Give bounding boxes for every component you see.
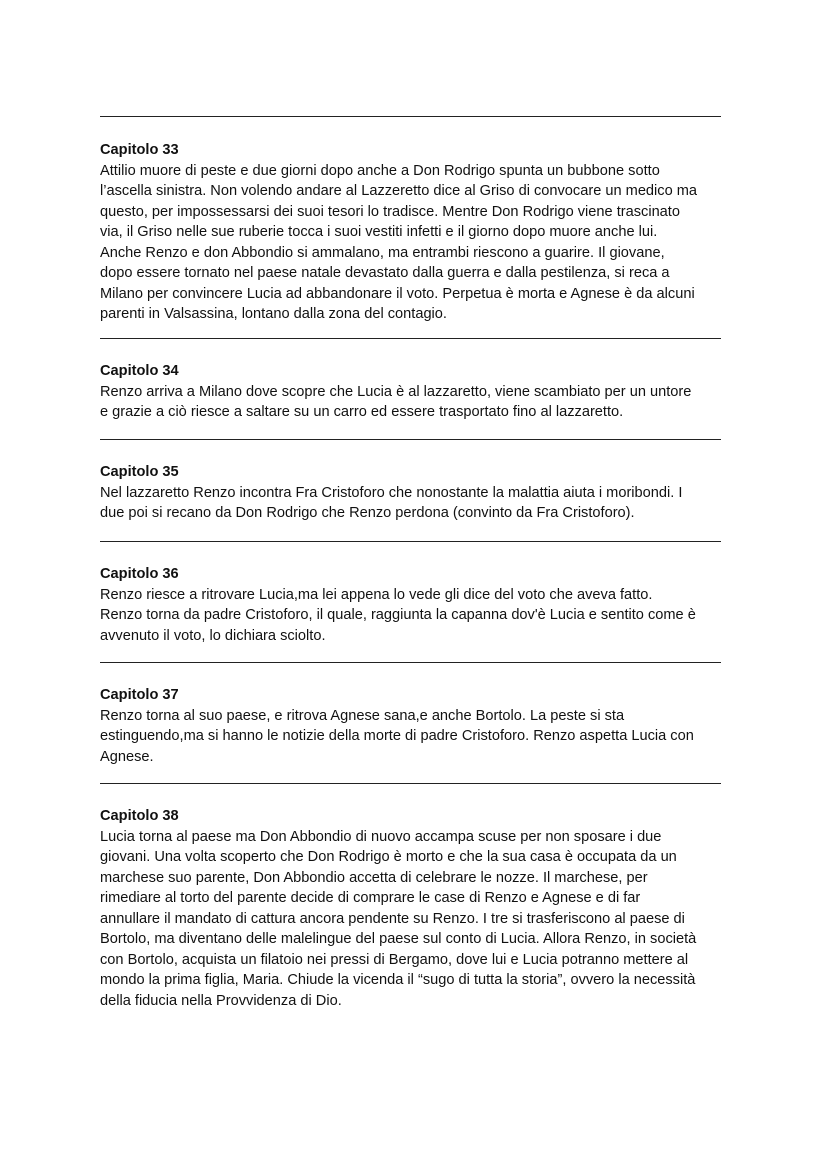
text-line: Nel lazzaretto Renzo incontra Fra Cristoforo che nonostante la malattia aiuta i moribondi. I <box>100 484 683 501</box>
chapter-36 <box>100 564 730 646</box>
text-line: Renzo riesce a ritrovare Lucia,ma lei appena lo vede gli dice del voto che aveva fatto. <box>100 586 653 603</box>
chapter-summary <box>100 483 730 524</box>
chapter-title: Capitolo 38 <box>100 808 179 824</box>
chapter-33 <box>100 140 730 325</box>
text-line: Renzo torna da padre Cristoforo, il quale, raggiunta la capanna dov'è Lucia e sentito come è <box>100 607 696 623</box>
separator-rule-4 <box>100 541 721 542</box>
text-line: estinguendo,ma si hanno le notizie della morte di padre Cristoforo. Renzo aspetta Lucia con <box>100 728 694 744</box>
text-line: Renzo torna al suo paese, e ritrova Agnese sana,e anche Bortolo. La peste si sta <box>100 707 625 724</box>
chapter-title: Capitolo 34 <box>100 363 179 379</box>
text-line: con Bortolo, acquista un filatoio nei pressi di Bergamo, dove lui e Lucia potranno mettere al <box>100 951 689 968</box>
separator-rule-6 <box>100 783 721 784</box>
text-line: due poi si recano da Don Rodrigo che Renzo perdona (convinto da Fra Cristoforo). <box>100 505 635 521</box>
chapter-summary <box>100 827 730 1012</box>
separator-rule-3 <box>100 439 721 440</box>
chapter-summary <box>100 161 730 325</box>
chapter-title: Capitolo 35 <box>100 464 179 480</box>
chapter-title: Capitolo 37 <box>100 687 179 703</box>
text-line: della fiducia nella Provvidenza di Dio. <box>100 992 342 1009</box>
separator-rule-5 <box>100 662 721 663</box>
text-line: parenti in Valsassina, lontano dalla zona del contagio. <box>100 306 447 322</box>
chapter-34 <box>100 361 730 423</box>
text-line: marchese suo parente, Don Abbondio accetta di celebrare le nozze. Il marchese, per <box>100 869 648 886</box>
text-line: questo, per impossessarsi dei suoi tesori lo tradisce. Mentre Don Rodrigo viene trascinato <box>100 203 680 220</box>
text-line: mondo la prima figlia, Maria. Chiude la vicenda il “sugo di tutta la storia”, ovvero la necessità <box>100 972 696 988</box>
text-line: Agnese. <box>100 748 154 765</box>
chapter-35 <box>100 462 730 524</box>
chapter-summary <box>100 585 730 647</box>
text-line: via, il Griso nelle sue ruberie tocca i suoi vestiti infetti e il giorno dopo muore anche lui. <box>100 224 658 240</box>
text-line: dopo essere tornato nel paese natale devastato dalla guerra e dalla pestilenza, si reca a <box>100 265 670 281</box>
text-line: annullare il mandato di cattura ancora pendente su Renzo. I tre si trasferiscono al paese di <box>100 910 685 927</box>
chapter-title: Capitolo 36 <box>100 566 179 582</box>
chapter-summary <box>100 382 730 423</box>
text-line: giovani. Una volta scoperto che Don Rodrigo è morto e che la sua casa è occupata da un <box>100 849 677 865</box>
chapter-37 <box>100 685 730 767</box>
separator-rule-2 <box>100 338 721 339</box>
chapter-38 <box>100 806 730 1011</box>
text-line: Milano per convincere Lucia ad abbandonare il voto. Perpetua è morta e Agnese è da alcuni <box>100 285 695 302</box>
text-line: e grazie a ciò riesce a saltare su un carro ed essere trasportato fino al lazzaretto. <box>100 404 624 420</box>
text-line: Anche Renzo e don Abbondio si ammalano, ma entrambi riescono a guarire. Il giovane, <box>100 244 665 261</box>
text-line: l’ascella sinistra. Non volendo andare al Lazzeretto dice al Griso di convocare un medico ma <box>100 183 698 199</box>
separator-rule-1 <box>100 116 721 117</box>
text-line: Lucia torna al paese ma Don Abbondio di nuovo accampa scuse per non sposare i due <box>100 828 662 845</box>
text-line: Attilio muore di peste e due giorni dopo anche a Don Rodrigo spunta un bubbone sotto <box>100 162 660 179</box>
text-line: Bortolo, ma diventano delle malelingue del paese sul conto di Lucia. Allora Renzo, in società <box>100 931 697 947</box>
chapter-title: Capitolo 33 <box>100 142 179 158</box>
chapter-summary <box>100 706 730 768</box>
text-line: Renzo arriva a Milano dove scopre che Lucia è al lazzaretto, viene scambiato per un untore <box>100 383 692 400</box>
text-line: avvenuto il voto, lo dichiara sciolto. <box>100 627 326 644</box>
text-line: rimediare al torto del parente decide di comprare le case di Renzo e Agnese e di far <box>100 890 641 906</box>
